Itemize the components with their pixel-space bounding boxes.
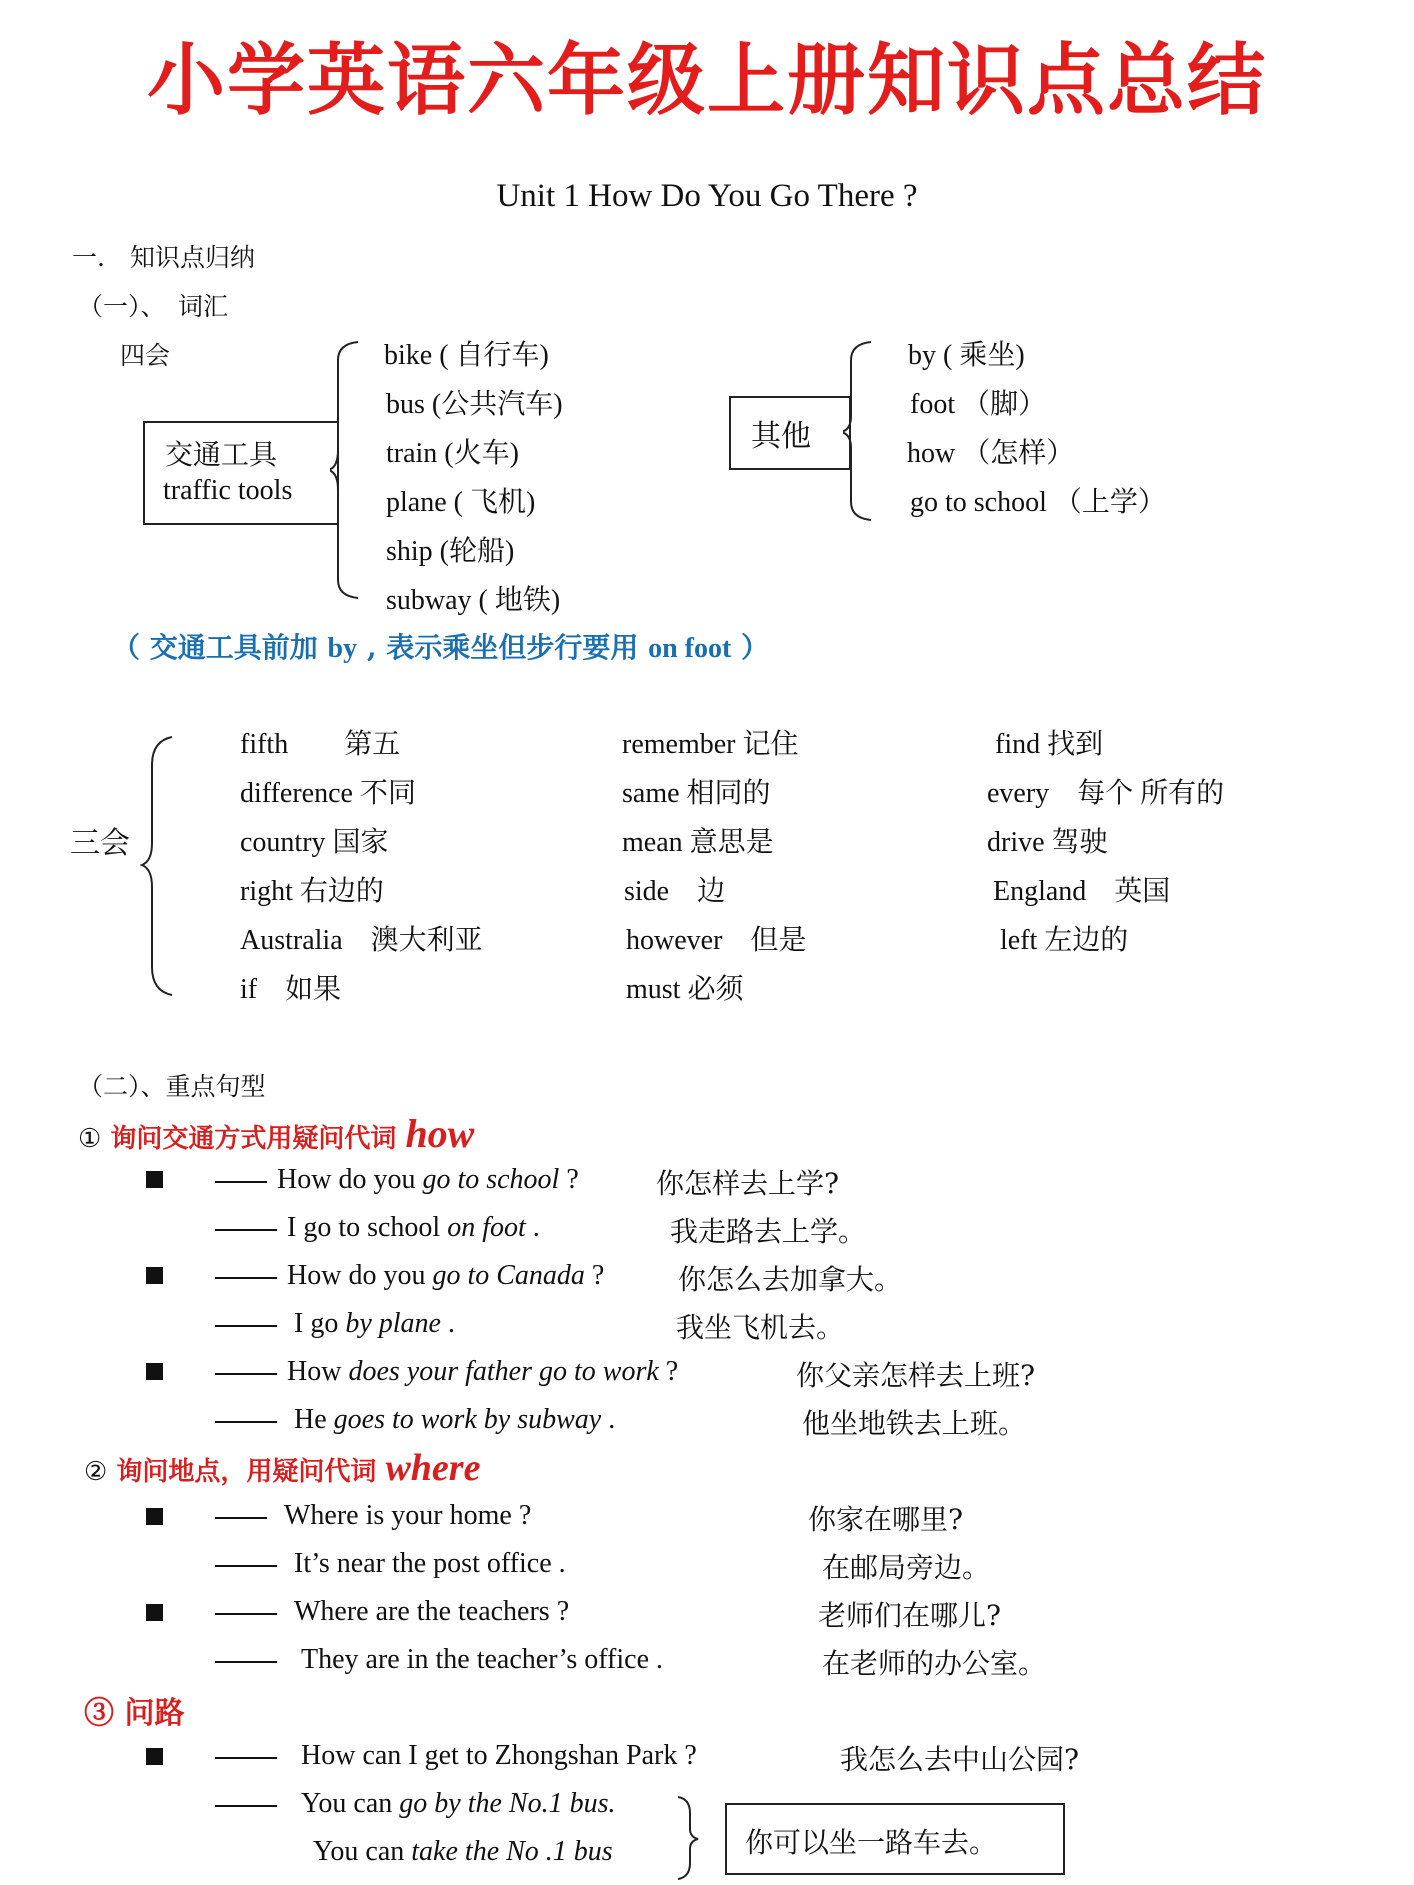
note-part: , 表示乘坐但步行要用 xyxy=(357,631,649,664)
word-item: find 找到 xyxy=(995,729,1104,760)
note-part: ） xyxy=(731,631,770,664)
word-item: drive 驾驶 xyxy=(987,827,1108,858)
sentence-cn: 你怎么去加拿大。 xyxy=(678,1263,903,1296)
traffic-item: plane ( 飞机) xyxy=(386,487,536,518)
sentence-q xyxy=(215,1164,579,1196)
sentence-a xyxy=(215,1308,455,1340)
text: You can xyxy=(313,1836,412,1867)
other-bracket xyxy=(843,340,873,522)
sentence-cn: 你父亲怎样去上班? xyxy=(796,1359,1036,1392)
bullet-icon xyxy=(146,1508,163,1525)
bullet-icon xyxy=(146,1363,163,1380)
other-item: foot （脚） xyxy=(910,389,1047,420)
italic-text: go to school xyxy=(422,1164,560,1195)
answer-bracket xyxy=(676,1795,700,1880)
note-onfoot: on foot xyxy=(648,633,732,664)
pattern-text: 询问地点，用疑问代词 xyxy=(116,1457,386,1487)
text: . xyxy=(440,1308,455,1339)
section-heading: 一. 知识点归纳 xyxy=(72,243,255,272)
four-label: 四会 xyxy=(120,341,171,370)
unit-title: Unit 1 How Do You Go There ? xyxy=(496,178,918,214)
pattern-keyword: how xyxy=(405,1111,475,1156)
word-item: remember 记住 xyxy=(622,729,799,760)
bullet-icon xyxy=(146,1267,163,1284)
traffic-item: ship (轮船) xyxy=(386,536,515,567)
sentence-q xyxy=(215,1500,531,1532)
pattern-num: ① xyxy=(78,1124,102,1154)
pattern-text: 询问交通方式用疑问代词 xyxy=(110,1124,406,1154)
answer-box xyxy=(725,1803,1065,1875)
traffic-box-en: traffic tools xyxy=(163,475,293,506)
patterns-heading: （二）、重点句型 xyxy=(78,1072,266,1101)
transport-note xyxy=(112,626,769,666)
text: Where is your home ? xyxy=(284,1500,532,1531)
pattern-3-heading xyxy=(84,1688,184,1732)
sentence-cn: 我走路去上学。 xyxy=(670,1215,867,1248)
text: ? xyxy=(559,1164,579,1195)
sentence-cn: 他坐地铁去上班。 xyxy=(802,1407,1027,1440)
text: ? xyxy=(584,1260,605,1291)
word-item: must 必须 xyxy=(626,974,744,1005)
text: He xyxy=(294,1404,334,1435)
text: How do you xyxy=(287,1260,433,1291)
other-item: go to school （上学） xyxy=(910,487,1166,518)
note-part: （ 交通工具前加 xyxy=(112,631,328,664)
page-title: 小学英语六年级上册知识点总结 xyxy=(146,36,1267,126)
traffic-bracket xyxy=(330,340,360,600)
sentence-cn: 我怎么去中山公园? xyxy=(840,1743,1080,1776)
text: How can I get to Zhongshan Park ? xyxy=(301,1740,697,1771)
bullet-icon xyxy=(146,1171,163,1188)
sentence-a xyxy=(215,1548,566,1580)
pattern-1-heading xyxy=(78,1110,474,1157)
sentence-cn: 在老师的办公室。 xyxy=(822,1647,1047,1680)
traffic-item: train (火车) xyxy=(386,438,519,469)
sentence-q xyxy=(215,1260,604,1292)
sentence-q xyxy=(215,1356,678,1388)
sentence-a xyxy=(215,1212,540,1244)
text: You can xyxy=(301,1788,400,1819)
italic-text: by plane xyxy=(345,1308,441,1339)
sentence-q xyxy=(215,1740,697,1772)
word-item: country 国家 xyxy=(240,827,389,858)
italic-text: take the No .1 bus xyxy=(411,1836,613,1867)
traffic-item: bike ( 自行车) xyxy=(384,340,549,371)
traffic-tools-box xyxy=(143,421,339,525)
word-item: England 英国 xyxy=(993,876,1171,907)
word-item: right 右边的 xyxy=(240,876,384,907)
italic-text: go by the No.1 bus. xyxy=(399,1788,616,1819)
sentence-cn: 在邮局旁边。 xyxy=(822,1551,991,1584)
vocab-heading: （一）、 词汇 xyxy=(78,292,229,321)
word-item: if 如果 xyxy=(240,974,342,1005)
sentence-cn: 我坐飞机去。 xyxy=(676,1311,845,1344)
traffic-item: subway ( 地铁) xyxy=(386,585,561,616)
word-item: fifth 第五 xyxy=(240,729,401,760)
word-item: mean 意思是 xyxy=(622,827,774,858)
italic-text: go to Canada xyxy=(432,1260,585,1291)
text: ? xyxy=(658,1356,679,1387)
sentence-a xyxy=(215,1644,663,1676)
text: They are in the teacher’s office . xyxy=(301,1644,664,1675)
traffic-box-cn: 交通工具 xyxy=(165,438,278,471)
text: Where are the teachers ? xyxy=(294,1596,570,1627)
other-item: how （怎样） xyxy=(907,438,1075,469)
sentence-a xyxy=(215,1404,615,1436)
pattern-num: ③ xyxy=(84,1696,114,1731)
word-item: every 每个 所有的 xyxy=(987,778,1225,809)
other-box-label: 其他 xyxy=(751,419,811,454)
word-item: side 边 xyxy=(624,876,726,907)
other-item: by ( 乘坐) xyxy=(908,340,1025,371)
text: I go xyxy=(294,1308,346,1339)
text: . xyxy=(525,1212,540,1243)
pattern-2-heading xyxy=(84,1446,480,1490)
three-label: 三会 xyxy=(70,826,130,861)
italic-text: goes to work by subway xyxy=(333,1404,602,1435)
note-by: by xyxy=(327,633,358,664)
answer-box-text: 你可以坐一路车去。 xyxy=(745,1826,998,1859)
three-bracket xyxy=(140,735,174,997)
text: I go to school xyxy=(287,1212,448,1243)
word-item: left 左边的 xyxy=(1000,925,1129,956)
word-item: however 但是 xyxy=(626,925,807,956)
bullet-icon xyxy=(146,1748,163,1765)
italic-text: on foot xyxy=(447,1212,526,1243)
word-item: difference 不同 xyxy=(240,778,416,809)
pattern-keyword: where xyxy=(385,1447,481,1489)
sentence-cn: 你怎样去上学? xyxy=(656,1167,840,1200)
sentence-a xyxy=(313,1836,613,1868)
other-box xyxy=(729,396,851,470)
traffic-item: bus (公共汽车) xyxy=(386,389,563,420)
pattern-text: 问路 xyxy=(124,1696,185,1731)
sentence-cn: 老师们在哪儿? xyxy=(818,1599,1002,1632)
word-item: Australia 澳大利亚 xyxy=(240,925,483,956)
sentence-a xyxy=(215,1788,616,1820)
sentence-q xyxy=(215,1596,569,1628)
bullet-icon xyxy=(146,1604,163,1621)
pattern-num: ② xyxy=(84,1457,108,1487)
text: How do you xyxy=(277,1164,423,1195)
sentence-cn: 你家在哪里? xyxy=(808,1503,964,1536)
text: How xyxy=(287,1356,349,1387)
italic-text: does your father go to work xyxy=(348,1356,659,1387)
text: It’s near the post office . xyxy=(294,1548,566,1579)
word-item: same 相同的 xyxy=(622,778,771,809)
text: . xyxy=(601,1404,616,1435)
